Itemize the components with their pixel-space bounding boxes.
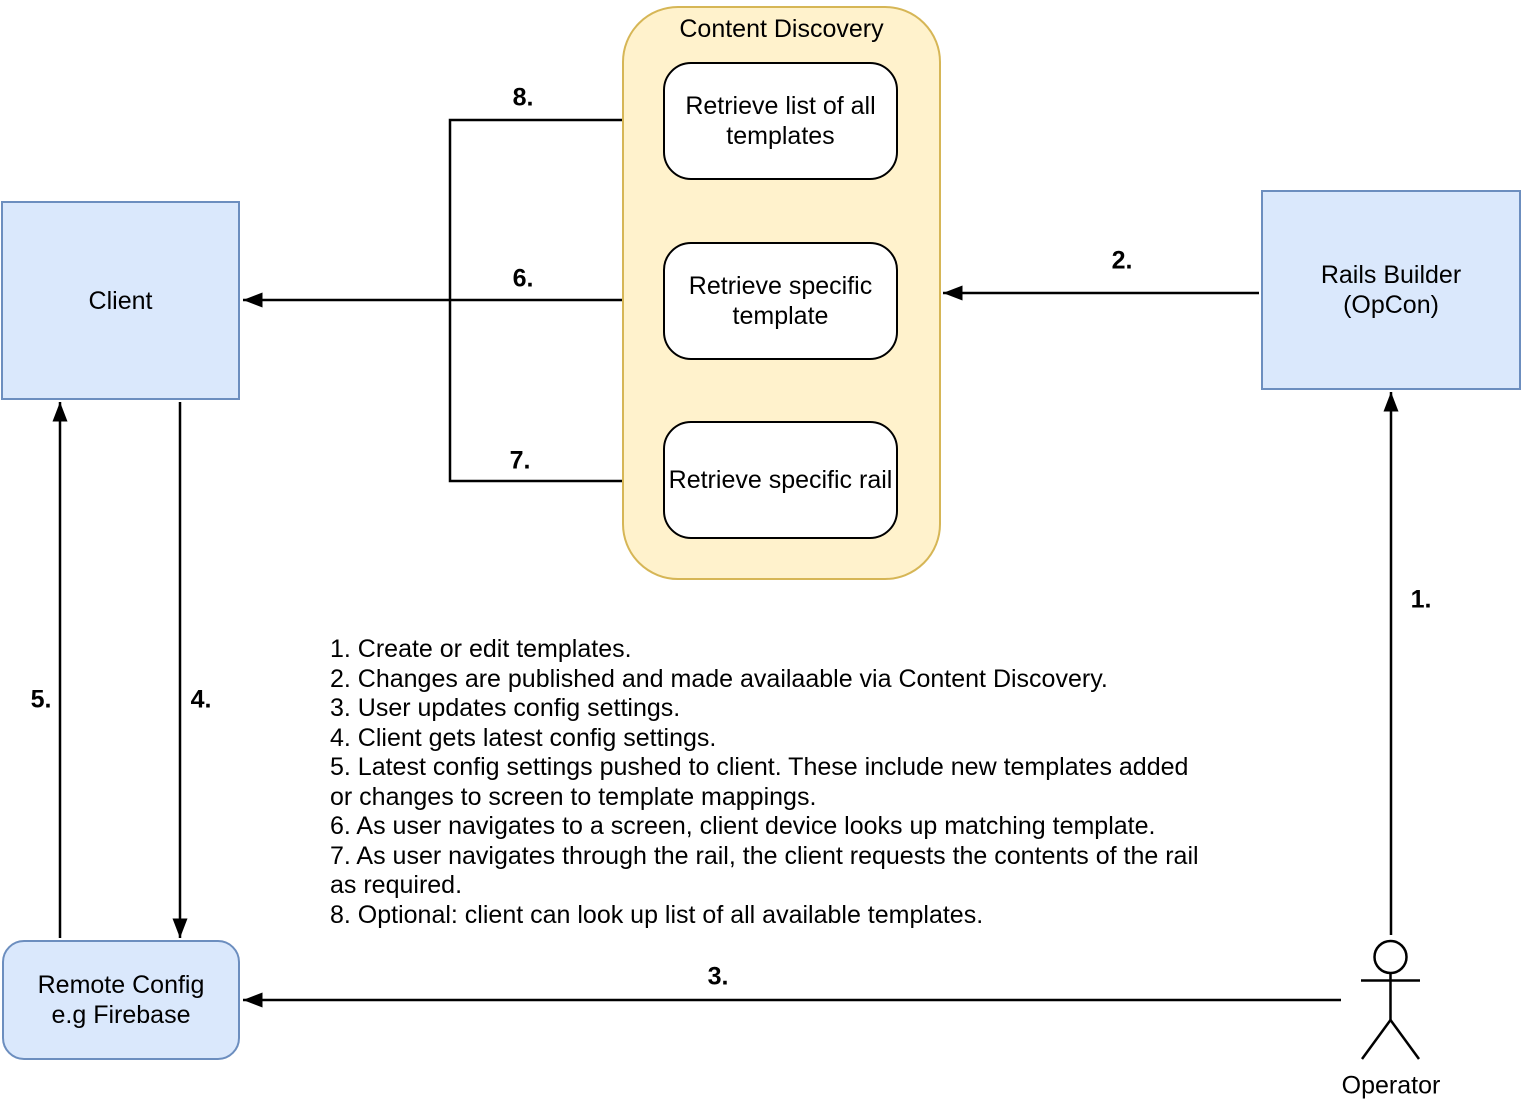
note-line: 6. As user navigates to a screen, client device looks up matching template. <box>330 812 1156 840</box>
client-node <box>1 201 240 400</box>
note-line: or changes to screen to template mappings. <box>330 782 817 811</box>
cd-item-retrieve-specific-rail: Retrieve specific rail <box>663 421 898 539</box>
actor-right-leg <box>1391 1020 1420 1059</box>
rails-builder-label: Rails Builder <box>1320 261 1462 289</box>
note-line: as required. <box>330 871 463 899</box>
note-line: 3. User updates config settings. <box>330 694 681 722</box>
remote-config-label: Remote Config <box>37 971 205 999</box>
note-line: 1. Create or edit templates. <box>330 635 632 663</box>
note-line: 7. As user navigates through the rail, the client requests the contents of the rail <box>330 841 1199 870</box>
note-line: 8. Optional: client can look up list of all available templates. <box>330 900 984 929</box>
cd-item-retrieve-list-of-all-templates: Retrieve list of all templates <box>663 62 898 180</box>
rails-builder-node <box>1261 190 1521 390</box>
arrow-label-7: 7. <box>509 446 531 475</box>
remote-config-sublabel: e.g Firebase <box>51 1001 191 1029</box>
actor-head <box>1375 941 1407 973</box>
cd-item-retrieve-specific-template: Retrieve specific template <box>663 242 898 360</box>
operator-actor-icon <box>1361 941 1420 1059</box>
operator-label: Operator <box>1341 1071 1441 1100</box>
arrow-label-8: 8. <box>512 83 534 112</box>
arrow-label-4: 4. <box>190 685 212 714</box>
note-line: 4. Client gets latest config settings. <box>330 723 717 752</box>
arrow-label-6: 6. <box>512 264 534 293</box>
arrow-label-3: 3. <box>707 962 729 991</box>
content-discovery-title: Content Discovery <box>679 15 884 43</box>
note-line: 2. Changes are published and made availaable via Content Discovery. <box>330 664 1108 693</box>
actor-left-leg <box>1362 1020 1391 1059</box>
arrow-label-5: 5. <box>30 685 52 714</box>
notes-block <box>330 635 1199 930</box>
arrow-label-1: 1. <box>1410 585 1432 614</box>
note-line: 5. Latest config settings pushed to client. These include new templates added <box>330 753 1189 781</box>
client-label: Client <box>88 286 153 315</box>
rails-builder-sublabel: (OpCon) <box>1343 291 1439 319</box>
arrow-label-2: 2. <box>1111 246 1133 275</box>
remote-config-node <box>2 940 240 1060</box>
